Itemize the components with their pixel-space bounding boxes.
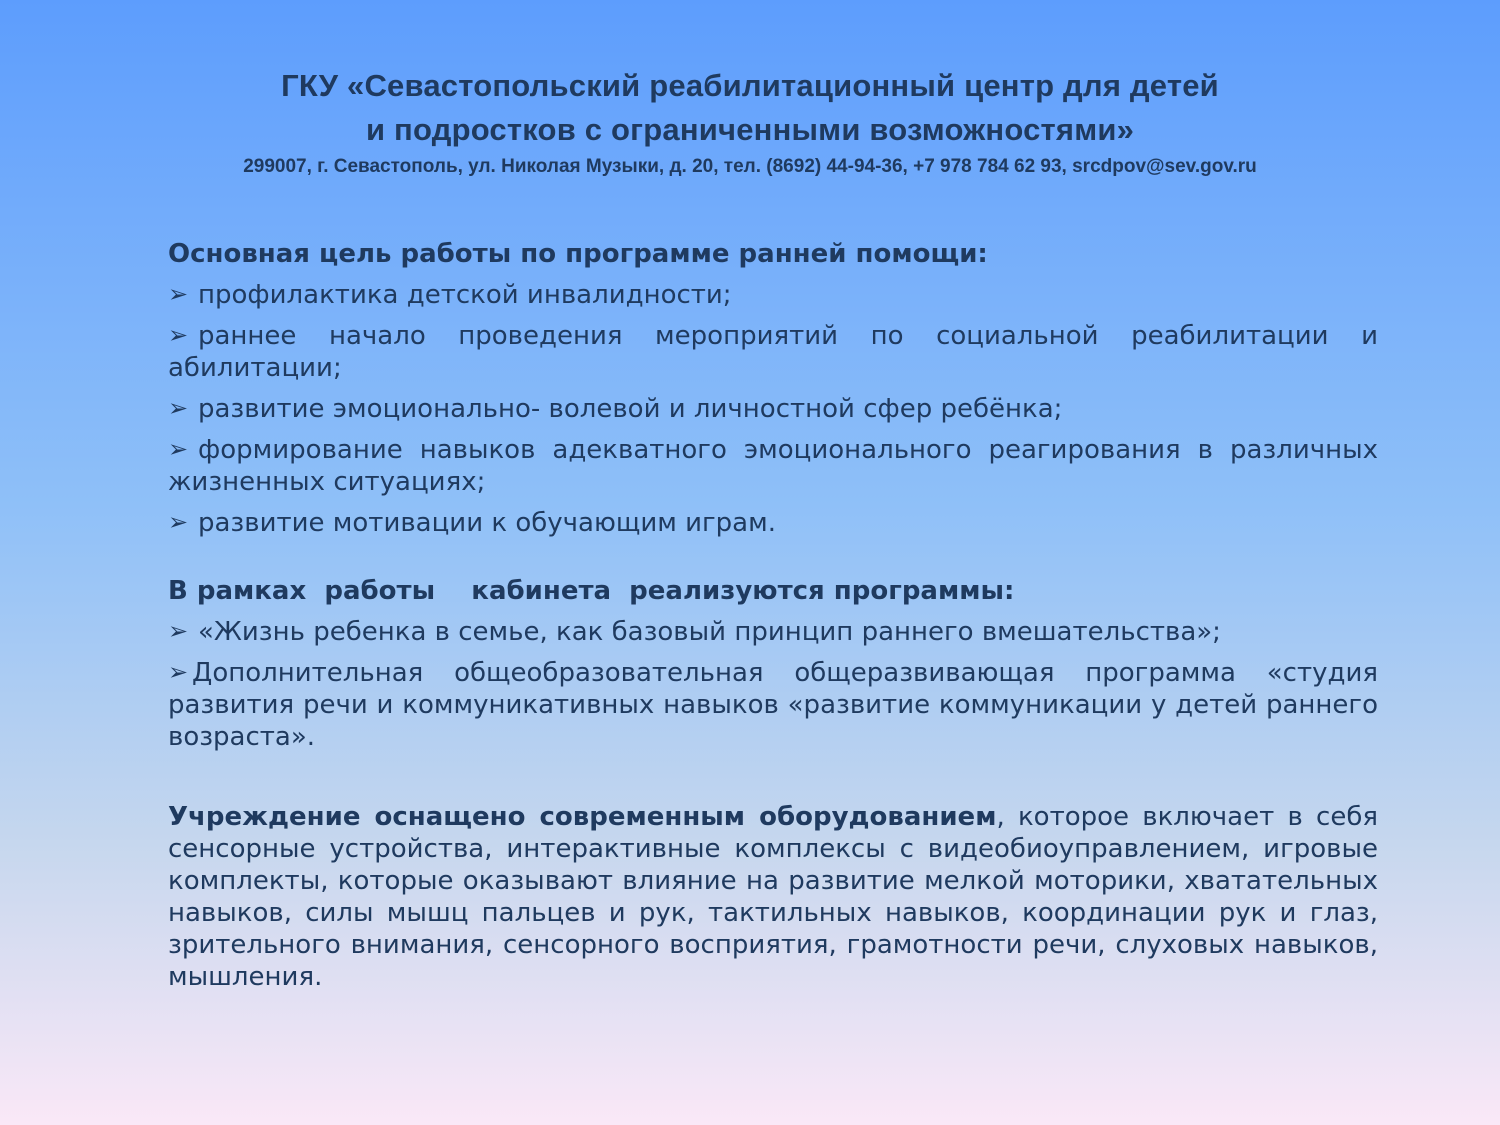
list-item-text: развитие эмоционально- волевой и личностной сфер ребёнка; xyxy=(198,394,1063,424)
list-item-text: «Жизнь ребенка в семье, как базовый принцип раннего вмешательства»; xyxy=(198,617,1221,647)
list-item xyxy=(168,656,1378,753)
list-item-text: Дополнительная общеобразовательная общеразвивающая программа «студия развития речи и коммуникативных навыков «развитие коммуникации у детей раннего возраста». xyxy=(168,658,1378,752)
document-body xyxy=(168,238,1378,993)
arrow-bullet-icon: ➢ xyxy=(168,280,189,308)
list-item xyxy=(168,615,1378,648)
list-item-text: профилактика детской инвалидности; xyxy=(198,280,732,310)
title-line-2: и подростков с ограниченными возможностями» xyxy=(365,112,1135,147)
list-item-text: развитие мотивации к обучающим играм. xyxy=(198,508,776,538)
list-item xyxy=(168,433,1378,498)
arrow-bullet-icon: ➢ xyxy=(168,321,189,349)
document-header xyxy=(0,64,1500,182)
programs-heading: В рамках работы кабинета реализуются программы: xyxy=(168,576,1015,606)
equipment-lead: Учреждение оснащено современным оборудованием xyxy=(168,802,997,832)
list-item xyxy=(168,506,1378,539)
list-item xyxy=(168,392,1378,425)
arrow-bullet-icon: ➢ xyxy=(168,617,189,645)
section-spacer xyxy=(168,753,1378,789)
goal-heading: Основная цель работы по программе ранней помощи: xyxy=(168,239,988,269)
list-item xyxy=(168,319,1378,384)
arrow-bullet-icon: ➢ xyxy=(168,658,189,686)
list-item-text: раннее начало проведения мероприятий по социальной реабилитации и абилитации; xyxy=(168,321,1378,383)
section-spacer xyxy=(168,539,1378,575)
arrow-bullet-icon: ➢ xyxy=(168,435,189,463)
title-line-1: ГКУ «Севастопольский реабилитационный центр для детей xyxy=(281,68,1219,103)
list-item xyxy=(168,278,1378,311)
list-item-text: формирование навыков адекватного эмоционального реагирования в различных жизненных ситуациях; xyxy=(168,435,1378,497)
equipment-text: , которое включает в себя сенсорные устройства, интерактивные комплексы с видеобиоуправлением, игровые комплекты, которые оказывают влияние на развитие мелкой моторики, хватательных навыков, силы мышц пальцев и рук, тактильных навыков, координации рук и глаз, зрительного внимания, сенсорного восприятия, грамотности речи, слуховых навыков, мышления. xyxy=(168,802,1379,992)
arrow-bullet-icon: ➢ xyxy=(168,508,189,536)
contact-address: 299007, г. Севастополь, ул. Николая Музыки, д. 20, тел. (8692) 44-94-36, +7 978 784 62 93, srcdpov@sev.gov.ru xyxy=(243,156,1257,177)
equipment-paragraph xyxy=(168,801,1378,993)
arrow-bullet-icon: ➢ xyxy=(168,394,189,422)
